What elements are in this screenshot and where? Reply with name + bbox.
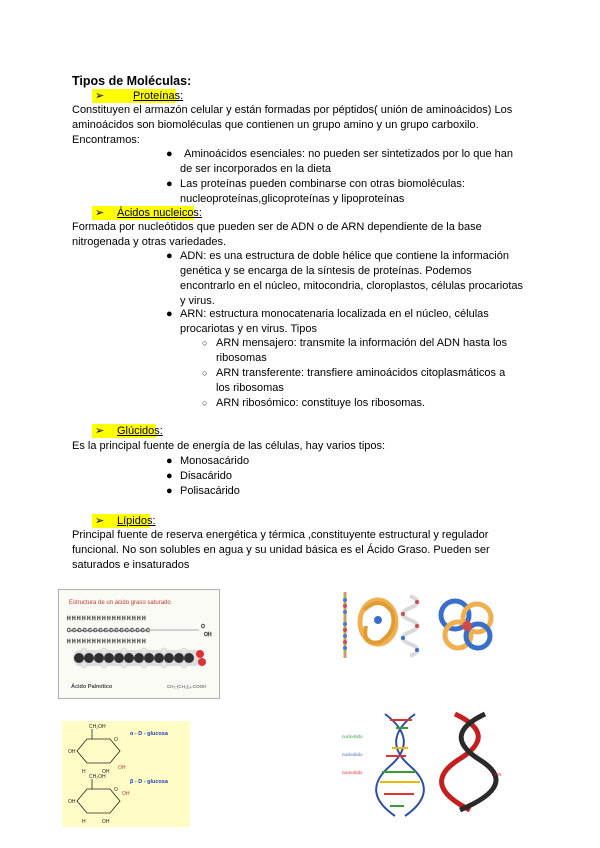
bullet-line: los ribosomas bbox=[216, 382, 284, 394]
sub-bullet-item bbox=[202, 396, 426, 411]
svg-text:OH: OH bbox=[102, 819, 110, 825]
bullet-line: ARN mensajero: transmite la información del ADN hasta los bbox=[216, 337, 508, 349]
paragraph-line: Principal fuente de reserva energética y térmica ,constituyente estructural y regulador bbox=[72, 529, 489, 541]
space-fill-model-icon bbox=[73, 648, 206, 668]
svg-text:H H H H H H H H H H H H H H H: H H H H H H H H H H H H H H H H bbox=[67, 616, 146, 622]
fatty-acid-chain-icon bbox=[67, 616, 212, 645]
svg-text:OH: OH bbox=[118, 765, 126, 771]
bullet-line: Monosacárido bbox=[180, 455, 250, 467]
paragraph-line: Constituyen el armazón celular y están formadas por péptidos( unión de aminoácidos) Los bbox=[72, 104, 513, 116]
svg-text:O: O bbox=[201, 624, 205, 630]
alpha-glucose-label: α - D - glucosa bbox=[130, 731, 168, 737]
svg-text:O: O bbox=[114, 737, 118, 743]
bullet-line: Disacárido bbox=[180, 470, 232, 482]
svg-text:CH₂OH: CH₂OH bbox=[89, 724, 106, 730]
bullet-line: genética y se encarga de la síntesis de proteínas. Podemos bbox=[180, 265, 472, 277]
glucose-figure bbox=[62, 721, 190, 827]
arrow-bullet-icon: ➢ bbox=[95, 515, 105, 527]
circle-bullet-icon: ○ bbox=[202, 398, 208, 408]
svg-text:H: H bbox=[82, 769, 86, 775]
bullet-item bbox=[166, 307, 489, 337]
bullet-line: nucleoproteínas,glicoproteínas y lipoproteínas bbox=[180, 193, 405, 205]
bullet-item bbox=[166, 249, 524, 309]
fatty-acid-diagram bbox=[59, 590, 219, 698]
bullet-line: y virus. bbox=[180, 295, 215, 307]
bullet-line: Aminoácidos esenciales: no pueden ser sintetizados por lo que han bbox=[184, 148, 513, 160]
fatty-acid-title: Estructura de un ácido graso saturado bbox=[69, 600, 171, 606]
svg-text:OH: OH bbox=[68, 749, 76, 755]
bullet-dot-icon: ● bbox=[166, 308, 173, 320]
section-heading-proteinas bbox=[92, 89, 184, 103]
bullet-line: de ser incorporados en la dieta bbox=[180, 163, 332, 175]
svg-text:OH: OH bbox=[68, 799, 76, 805]
paragraph-glucidos bbox=[72, 439, 532, 454]
dna-ladder-icon bbox=[376, 714, 424, 816]
fatty-acid-formula: CH₃-(CH₂)₁₄-COOH bbox=[167, 684, 207, 689]
section-heading-glucidos bbox=[92, 424, 163, 438]
paragraph-lipidos bbox=[72, 528, 532, 573]
fatty-acid-name: Ácido Palmítico bbox=[71, 684, 113, 690]
dna-figure bbox=[340, 710, 510, 820]
paragraph-acidos bbox=[72, 220, 532, 250]
page-title: Tipos de Moléculas: bbox=[72, 74, 192, 88]
paragraph-line: Formada por nucleótidos que pueden ser de ADN o de ARN dependiente de la base bbox=[72, 221, 482, 233]
paragraph-line: aminoácidos son biomoléculas que contienen un grupo amino y un grupo carboxilo. bbox=[72, 119, 479, 131]
dna-label: nucleótido bbox=[342, 734, 363, 739]
rna-label: ARN bbox=[492, 772, 502, 777]
arrow-bullet-icon: ➢ bbox=[95, 425, 105, 437]
svg-text:OH: OH bbox=[102, 769, 110, 775]
double-helix-icon bbox=[442, 714, 496, 810]
quaternary-structure-icon bbox=[441, 601, 491, 648]
bullet-dot-icon: ● bbox=[166, 485, 173, 497]
section-heading-acidos bbox=[92, 206, 202, 220]
bullet-dot-icon: ● bbox=[166, 470, 173, 482]
bullet-dot-icon: ● bbox=[166, 148, 173, 160]
svg-text:H: H bbox=[82, 819, 86, 825]
heading-text: Proteínas: bbox=[133, 90, 184, 102]
arrow-bullet-icon: ➢ bbox=[95, 90, 105, 102]
bullet-line: ARN ribosómico: constituye los ribosomas. bbox=[216, 397, 426, 409]
paragraph-line: Encontramos: bbox=[72, 134, 140, 146]
paragraph-line: funcional. No son solubles en agua y su unidad básica es el Ácido Graso. Pueden ser bbox=[72, 544, 490, 556]
paragraph-line: Es la principal fuente de energía de las células, hay varios tipos: bbox=[72, 440, 386, 452]
bullet-dot-icon: ● bbox=[166, 455, 173, 467]
heading-text: Lípidos: bbox=[117, 515, 156, 527]
fatty-acid-figure bbox=[58, 589, 220, 699]
protein-structures-diagram bbox=[340, 590, 500, 660]
heading-text: Ácidos nucleicos: bbox=[117, 207, 202, 219]
tertiary-structure-icon bbox=[360, 600, 396, 644]
bullet-line: ARN transferente: transfiere aminoácidos citoplasmáticos a bbox=[216, 367, 506, 379]
svg-text:C-C-C-C-C-C-C-C-C-C-C-C-C-C-C-: C-C-C-C-C-C-C-C-C-C-C-C-C-C-C-C bbox=[67, 628, 150, 634]
svg-text:O: O bbox=[114, 787, 118, 793]
bullet-item bbox=[166, 469, 232, 484]
bullet-dot-icon: ● bbox=[166, 250, 173, 262]
protein-structures-figure bbox=[340, 590, 500, 660]
primary-structure-icon bbox=[343, 592, 347, 658]
bullet-dot-icon: ● bbox=[166, 178, 173, 190]
dna-diagram bbox=[340, 710, 510, 820]
bullet-item bbox=[166, 177, 465, 207]
heading-text: Glúcidos: bbox=[117, 425, 163, 437]
alpha-glucose-ring-icon bbox=[77, 729, 120, 763]
section-heading-lipidos bbox=[92, 514, 156, 528]
bullet-line: ribosomas bbox=[216, 352, 267, 364]
paragraph-line: nitrogenada y otras variedades. bbox=[72, 236, 227, 248]
paragraph-line: saturados e insaturados bbox=[72, 559, 190, 571]
sub-bullet-item bbox=[202, 336, 508, 366]
bullet-line: encontrarlo en el núcleo, mitocondria, cloroplastos, células procariotas bbox=[180, 280, 524, 292]
glucose-diagram bbox=[62, 721, 190, 827]
svg-text:OH: OH bbox=[122, 791, 130, 797]
svg-text:CH₂OH: CH₂OH bbox=[89, 774, 106, 780]
sub-bullet-item bbox=[202, 366, 506, 396]
bullet-line: Las proteínas pueden combinarse con otras biomoléculas: bbox=[180, 178, 465, 190]
dna-label: nucleótido bbox=[342, 752, 363, 757]
beta-glucose-label: β - D - glucosa bbox=[130, 779, 168, 785]
dna-label: nucleótido bbox=[342, 770, 363, 775]
svg-text:OH: OH bbox=[204, 632, 212, 638]
alpha-helix-icon bbox=[401, 596, 419, 656]
bullet-line: procariotas y en virus. Tipos bbox=[180, 323, 317, 335]
bullet-item bbox=[166, 454, 250, 469]
beta-glucose-ring-icon bbox=[77, 779, 120, 813]
circle-bullet-icon: ○ bbox=[202, 368, 208, 378]
bullet-line: ARN: estructura monocatenaria localizada en el núcleo, células bbox=[180, 308, 489, 320]
bullet-line: ADN: es una estructura de doble hélice que contiene la información bbox=[180, 250, 509, 262]
bullet-line: Polisacárido bbox=[180, 485, 240, 497]
paragraph-proteinas bbox=[72, 103, 532, 148]
circle-bullet-icon: ○ bbox=[202, 338, 208, 348]
bullet-item bbox=[166, 484, 240, 499]
bullet-item bbox=[166, 147, 513, 177]
svg-text:H H H H H H H H H H H H H H H: H H H H H H H H H H H H H H H H bbox=[67, 639, 146, 645]
arrow-bullet-icon: ➢ bbox=[95, 207, 105, 219]
